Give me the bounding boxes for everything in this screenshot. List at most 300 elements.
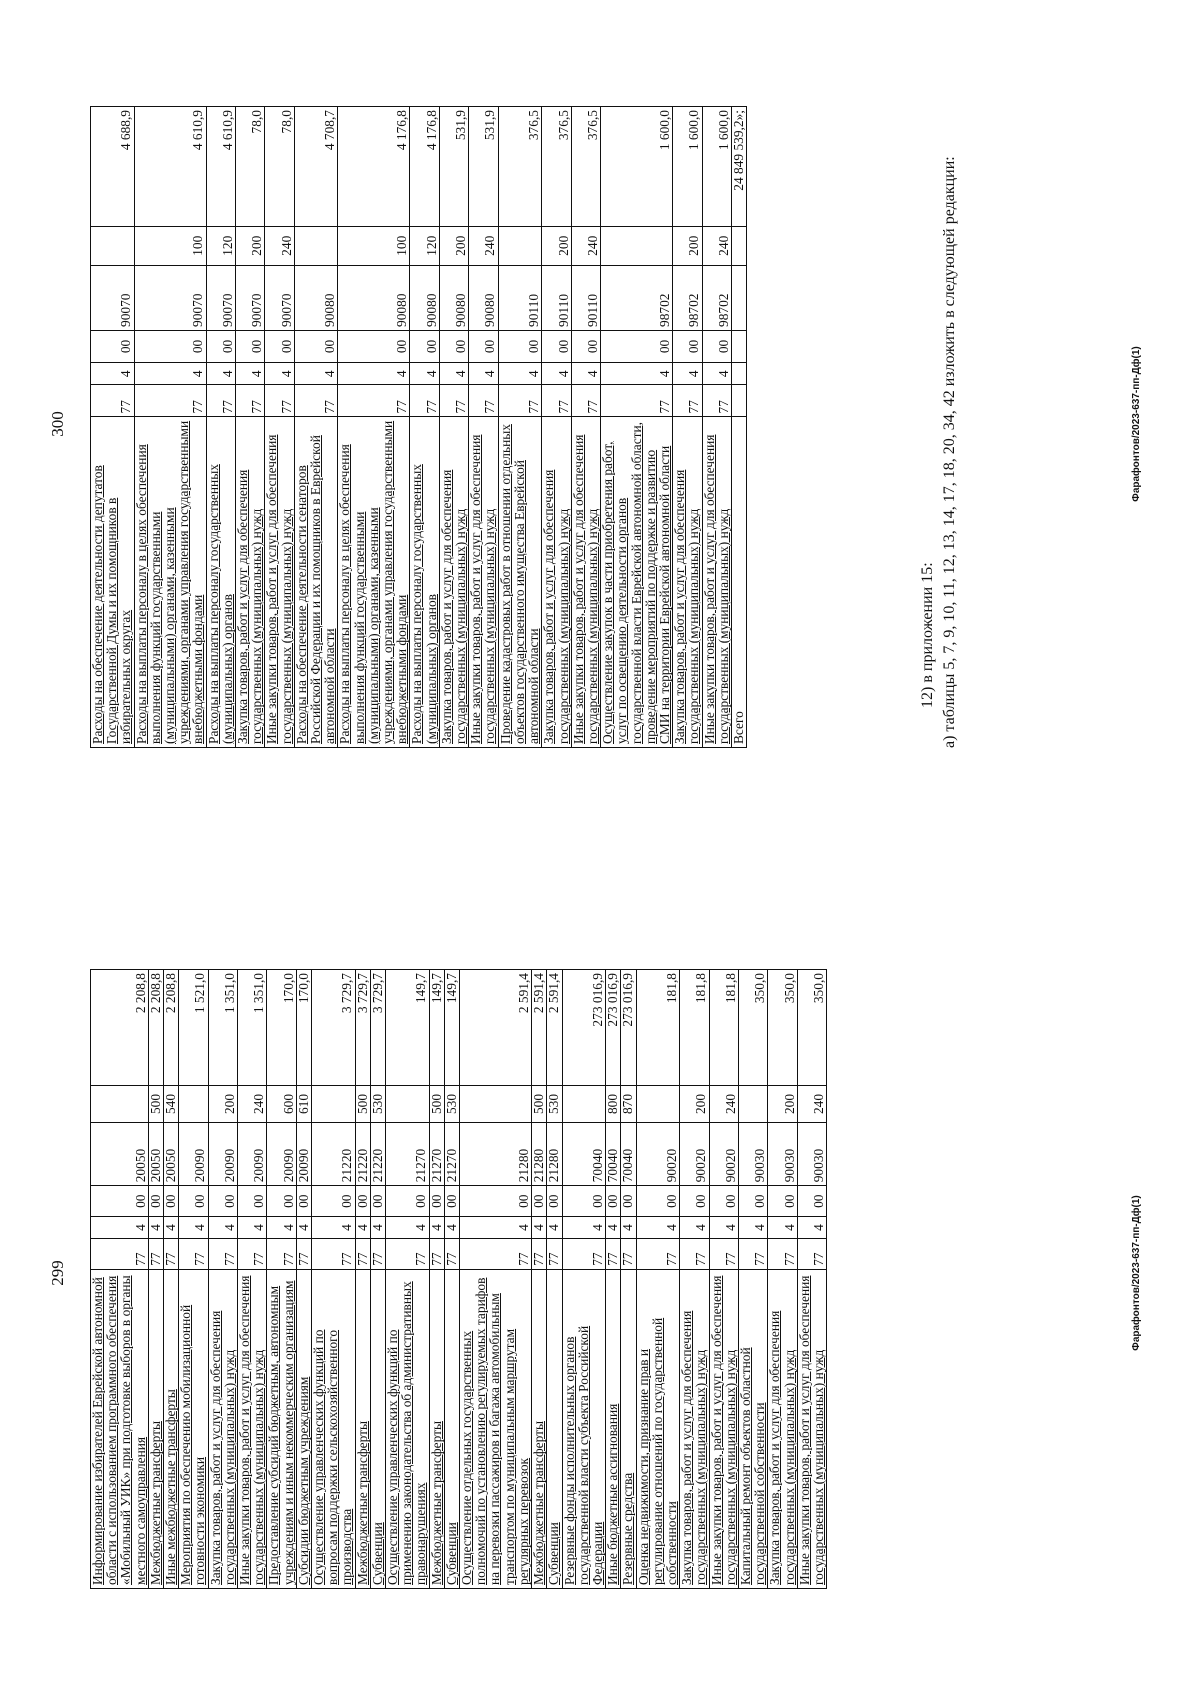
code-group: 00 bbox=[498, 330, 542, 362]
expense-type-code: 120 bbox=[410, 226, 439, 265]
amount-value: 3 729,7 bbox=[312, 970, 356, 1086]
expense-type-code: 500 bbox=[429, 1085, 444, 1123]
code-group: 00 bbox=[134, 330, 206, 362]
code-direction: 98702 bbox=[702, 265, 731, 330]
table-row bbox=[768, 970, 797, 1589]
table-row bbox=[179, 970, 208, 1589]
table-row bbox=[208, 970, 237, 1589]
row-name: Иные закупки товаров, работ и услуг для обеспечения государственных (муниципальных) нужд bbox=[702, 417, 731, 748]
expense-type-code bbox=[179, 1085, 208, 1123]
row-name: Расходы на выплаты персоналу государственных (муниципальных) органов bbox=[206, 417, 235, 748]
code-direction: 90030 bbox=[768, 1123, 797, 1186]
table-row bbox=[636, 970, 680, 1589]
code-program: 77 bbox=[294, 385, 338, 417]
table-row bbox=[296, 970, 311, 1589]
code-program: 77 bbox=[164, 1238, 179, 1269]
table-row bbox=[709, 970, 738, 1589]
code-cell bbox=[731, 265, 746, 330]
code-direction: 20090 bbox=[208, 1123, 237, 1186]
expense-type-code: 530 bbox=[547, 1085, 562, 1123]
code-subprogram: 4 bbox=[601, 362, 673, 385]
code-group: 00 bbox=[164, 1186, 179, 1217]
amount-value: 4 610,9 bbox=[134, 107, 206, 227]
code-group: 00 bbox=[410, 330, 439, 362]
amount-value: 3 729,7 bbox=[370, 970, 385, 1086]
code-group: 00 bbox=[294, 330, 338, 362]
code-direction: 90020 bbox=[636, 1123, 680, 1186]
left-page bbox=[0, 849, 1200, 1697]
expense-type-code: 100 bbox=[134, 226, 206, 265]
amount-value: 531,9 bbox=[469, 107, 498, 227]
table-row bbox=[265, 107, 294, 748]
page-number-right: 300 bbox=[48, 411, 67, 437]
footer-code-left: Фарафонтов/2023-637-пп-Дф(1) bbox=[1131, 1195, 1142, 1351]
row-name: Иные закупки товаров, работ и услуг для обеспечения государственных (муниципальных) нужд bbox=[709, 1269, 738, 1588]
amount-value: 350,0 bbox=[768, 970, 797, 1086]
code-subprogram: 4 bbox=[265, 362, 294, 385]
code-direction: 90070 bbox=[206, 265, 235, 330]
code-subprogram: 4 bbox=[267, 1217, 296, 1239]
table-row bbox=[294, 107, 338, 748]
expense-type-code: 500 bbox=[532, 1085, 547, 1123]
table-row bbox=[562, 970, 606, 1589]
code-program: 77 bbox=[606, 1238, 621, 1269]
code-group: 00 bbox=[636, 1186, 680, 1217]
code-program: 77 bbox=[91, 385, 135, 417]
amount-value: 170,0 bbox=[267, 970, 296, 1086]
code-subprogram: 4 bbox=[236, 362, 265, 385]
row-name: Резервные средства bbox=[621, 1269, 636, 1588]
expense-type-code bbox=[91, 226, 135, 265]
code-direction: 21270 bbox=[386, 1123, 430, 1186]
code-group: 00 bbox=[238, 1186, 267, 1217]
amount-value: 181,8 bbox=[709, 970, 738, 1086]
row-name: Расходы на обеспечение деятельности депутатов Государственной Думы и их помощников в избирательных округах bbox=[91, 417, 135, 748]
code-direction: 21220 bbox=[370, 1123, 385, 1186]
budget-table-left bbox=[90, 969, 827, 1589]
amount-value: 78,0 bbox=[265, 107, 294, 227]
amount-value: 170,0 bbox=[296, 970, 311, 1086]
code-direction: 20050 bbox=[148, 1123, 163, 1186]
row-name: Расходы на выплаты персоналу государственных (муниципальных) органов bbox=[410, 417, 439, 748]
row-name: Межбюджетные трансферты bbox=[355, 1269, 370, 1588]
row-name: Закупка товаров, работ и услуг для обеспечения государственных (муниципальных) нужд bbox=[236, 417, 265, 748]
code-group: 00 bbox=[606, 1186, 621, 1217]
code-direction: 21220 bbox=[312, 1123, 356, 1186]
code-direction: 90020 bbox=[709, 1123, 738, 1186]
code-group: 00 bbox=[738, 1186, 767, 1217]
table-row bbox=[738, 970, 767, 1589]
amount-value: 1 521,0 bbox=[179, 970, 208, 1086]
row-name: Информирование избирателей Еврейской автономной области с использованием программного обеспечения «Мобильный УИК» при подготовке выборов в органы местного самоуправления bbox=[91, 1269, 149, 1588]
amount-value: 4 610,9 bbox=[206, 107, 235, 227]
table-row bbox=[547, 970, 562, 1589]
code-subprogram: 4 bbox=[338, 362, 410, 385]
code-program: 77 bbox=[370, 1238, 385, 1269]
code-group: 00 bbox=[386, 1186, 430, 1217]
amount-value: 2 591,4 bbox=[547, 970, 562, 1086]
row-name: Субвенции bbox=[370, 1269, 385, 1588]
code-subprogram: 4 bbox=[238, 1217, 267, 1239]
table-row bbox=[797, 970, 826, 1589]
table-row bbox=[542, 107, 571, 748]
amount-value: 4 688,9 bbox=[91, 107, 135, 227]
code-program: 77 bbox=[498, 385, 542, 417]
code-program: 77 bbox=[571, 385, 600, 417]
code-group: 00 bbox=[208, 1186, 237, 1217]
code-direction: 90080 bbox=[439, 265, 468, 330]
code-program: 77 bbox=[562, 1238, 606, 1269]
code-direction: 98702 bbox=[601, 265, 673, 330]
row-name: Предоставление субсидий бюджетным, автономным учреждениям и иным некоммерческим организациям bbox=[267, 1269, 296, 1588]
code-subprogram: 4 bbox=[498, 362, 542, 385]
code-program: 77 bbox=[386, 1238, 430, 1269]
code-direction: 90070 bbox=[265, 265, 294, 330]
code-group: 00 bbox=[547, 1186, 562, 1217]
row-name: Закупка товаров, работ и услуг для обеспечения государственных (муниципальных) нужд bbox=[680, 1269, 709, 1588]
code-group: 00 bbox=[206, 330, 235, 362]
table-row bbox=[680, 970, 709, 1589]
code-direction: 90070 bbox=[134, 265, 206, 330]
code-direction: 90080 bbox=[469, 265, 498, 330]
expense-type-code bbox=[294, 226, 338, 265]
expense-type-code: 240 bbox=[709, 1085, 738, 1123]
amount-value: 2 208,8 bbox=[148, 970, 163, 1086]
expense-type-code bbox=[562, 1085, 606, 1123]
table-row bbox=[206, 107, 235, 748]
code-subprogram: 4 bbox=[148, 1217, 163, 1239]
code-subprogram: 4 bbox=[179, 1217, 208, 1239]
expense-type-code bbox=[386, 1085, 430, 1123]
code-group: 00 bbox=[601, 330, 673, 362]
code-direction: 90110 bbox=[542, 265, 571, 330]
code-subprogram: 4 bbox=[680, 1217, 709, 1239]
code-program: 77 bbox=[296, 1238, 311, 1269]
row-name: Осуществление управленческих функций по вопросам поддержки сельскохозяйственного производства bbox=[312, 1269, 356, 1588]
amount-value: 376,5 bbox=[542, 107, 571, 227]
table-row bbox=[312, 970, 356, 1589]
code-program: 77 bbox=[355, 1238, 370, 1269]
expense-type-code bbox=[498, 226, 542, 265]
code-subprogram: 4 bbox=[621, 1217, 636, 1239]
row-name: Осуществление закупок в части приобретения работ, услуг по освещению деятельности органов государственной власти Еврейской автономной области, проведение мероприятий по поддержке и развитию СМИ на территории Еврейской автономной области bbox=[601, 417, 673, 748]
code-subprogram: 4 bbox=[439, 362, 468, 385]
expense-type-code: 200 bbox=[542, 226, 571, 265]
amount-value: 350,0 bbox=[797, 970, 826, 1086]
code-direction: 90030 bbox=[797, 1123, 826, 1186]
code-group: 00 bbox=[571, 330, 600, 362]
row-name: Резервные фонды исполнительных органов государственной власти субъекта Российской Федерации bbox=[562, 1269, 606, 1588]
code-group: 00 bbox=[768, 1186, 797, 1217]
code-direction: 21220 bbox=[355, 1123, 370, 1186]
code-group: 00 bbox=[797, 1186, 826, 1217]
table-row bbox=[164, 970, 179, 1589]
code-group: 00 bbox=[542, 330, 571, 362]
table-row bbox=[469, 107, 498, 748]
code-direction: 20050 bbox=[164, 1123, 179, 1186]
table-row bbox=[91, 970, 149, 1589]
code-program: 77 bbox=[134, 385, 206, 417]
code-subprogram: 4 bbox=[208, 1217, 237, 1239]
code-subprogram: 4 bbox=[460, 1217, 532, 1239]
code-subprogram: 4 bbox=[636, 1217, 680, 1239]
footer-code-right: Фарафонтов/2023-637-пп-Дф(1) bbox=[1131, 346, 1142, 502]
code-direction: 20090 bbox=[296, 1123, 311, 1186]
table-row bbox=[621, 970, 636, 1589]
code-direction: 90080 bbox=[294, 265, 338, 330]
amount-value: 273 016,9 bbox=[621, 970, 636, 1086]
row-name: Иные межбюджетные трансферты bbox=[164, 1269, 179, 1588]
code-cell bbox=[731, 385, 746, 417]
expense-type-code: 100 bbox=[338, 226, 410, 265]
amount-value: 3 729,7 bbox=[355, 970, 370, 1086]
total-label: Всего bbox=[731, 417, 746, 748]
code-direction: 21270 bbox=[429, 1123, 444, 1186]
code-group: 00 bbox=[236, 330, 265, 362]
expense-type-code: 240 bbox=[265, 226, 294, 265]
amount-value: 1 351,0 bbox=[208, 970, 237, 1086]
code-program: 77 bbox=[429, 1238, 444, 1269]
code-program: 77 bbox=[267, 1238, 296, 1269]
table-row bbox=[236, 107, 265, 748]
code-group: 00 bbox=[429, 1186, 444, 1217]
code-subprogram: 4 bbox=[134, 362, 206, 385]
row-name: Проведение кадастровых работ в отношении отдельных объектов государственного имущества Еврейской автономной области bbox=[498, 417, 542, 748]
table-row bbox=[571, 107, 600, 748]
code-program: 77 bbox=[768, 1238, 797, 1269]
expense-type-code bbox=[601, 226, 673, 265]
code-group: 00 bbox=[702, 330, 731, 362]
expense-type-code bbox=[91, 1085, 149, 1123]
expense-type-code: 800 bbox=[606, 1085, 621, 1123]
row-name: Расходы на выплаты персоналу в целях обеспечения выполнения функций государственными (муниципальными) органами, казенными учреждениями, органами управления государственными внебюджетными фондами bbox=[338, 417, 410, 748]
amount-value: 2 591,4 bbox=[460, 970, 532, 1086]
code-subprogram: 4 bbox=[768, 1217, 797, 1239]
code-program: 77 bbox=[709, 1238, 738, 1269]
table-row bbox=[91, 107, 135, 748]
code-program: 77 bbox=[673, 385, 702, 417]
row-name: Иные закупки товаров, работ и услуг для обеспечения государственных (муниципальных) нужд bbox=[238, 1269, 267, 1588]
code-group: 00 bbox=[179, 1186, 208, 1217]
code-subprogram: 4 bbox=[797, 1217, 826, 1239]
expense-type-code: 530 bbox=[444, 1085, 459, 1123]
code-direction: 90110 bbox=[571, 265, 600, 330]
row-name: Закупка товаров, работ и услуг для обеспечения государственных (муниципальных) нужд bbox=[673, 417, 702, 748]
amount-value: 376,5 bbox=[571, 107, 600, 227]
amount-value: 4 708,7 bbox=[294, 107, 338, 227]
code-subprogram: 4 bbox=[429, 1217, 444, 1239]
expense-type-code: 540 bbox=[164, 1085, 179, 1123]
code-subprogram: 4 bbox=[606, 1217, 621, 1239]
code-cell bbox=[731, 330, 746, 362]
row-name: Закупка товаров, работ и услуг для обеспечения государственных (муниципальных) нужд bbox=[542, 417, 571, 748]
code-cell bbox=[731, 226, 746, 265]
code-group: 00 bbox=[621, 1186, 636, 1217]
row-name: Иные закупки товаров, работ и услуг для обеспечения государственных (муниципальных) нужд bbox=[469, 417, 498, 748]
table-row bbox=[601, 107, 673, 748]
code-program: 77 bbox=[460, 1238, 532, 1269]
code-subprogram: 4 bbox=[355, 1217, 370, 1239]
code-program: 77 bbox=[236, 385, 265, 417]
code-program: 77 bbox=[206, 385, 235, 417]
amount-value: 181,8 bbox=[680, 970, 709, 1086]
code-group: 00 bbox=[562, 1186, 606, 1217]
code-direction: 20050 bbox=[91, 1123, 149, 1186]
code-direction: 90080 bbox=[338, 265, 410, 330]
code-group: 00 bbox=[296, 1186, 311, 1217]
code-program: 77 bbox=[338, 385, 410, 417]
code-program: 77 bbox=[439, 385, 468, 417]
code-program: 77 bbox=[532, 1238, 547, 1269]
code-group: 00 bbox=[338, 330, 410, 362]
code-subprogram: 4 bbox=[206, 362, 235, 385]
page-number-left: 299 bbox=[48, 1260, 67, 1286]
code-subprogram: 4 bbox=[386, 1217, 430, 1239]
table-row bbox=[370, 970, 385, 1589]
code-group: 00 bbox=[91, 1186, 149, 1217]
code-program: 77 bbox=[621, 1238, 636, 1269]
expense-type-code: 200 bbox=[673, 226, 702, 265]
code-direction: 70040 bbox=[562, 1123, 606, 1186]
expense-type-code: 240 bbox=[238, 1085, 267, 1123]
code-group: 00 bbox=[439, 330, 468, 362]
code-program: 77 bbox=[547, 1238, 562, 1269]
code-group: 00 bbox=[312, 1186, 356, 1217]
code-group: 00 bbox=[444, 1186, 459, 1217]
code-direction: 90110 bbox=[498, 265, 542, 330]
row-name: Иные бюджетные ассигнования bbox=[606, 1269, 621, 1588]
code-subprogram: 4 bbox=[542, 362, 571, 385]
code-subprogram: 4 bbox=[532, 1217, 547, 1239]
row-name: Расходы на обеспечение деятельности сенаторов Российской Федерации и их помощников в Еврейской автономной области bbox=[294, 417, 338, 748]
code-direction: 70040 bbox=[606, 1123, 621, 1186]
row-name: Межбюджетные трансферты bbox=[429, 1269, 444, 1588]
row-name: Субвенции bbox=[444, 1269, 459, 1588]
code-group: 00 bbox=[265, 330, 294, 362]
amount-value: 350,0 bbox=[738, 970, 767, 1086]
amount-value: 1 600,0 bbox=[702, 107, 731, 227]
code-subprogram: 4 bbox=[370, 1217, 385, 1239]
total-row bbox=[731, 107, 746, 748]
table-row bbox=[134, 107, 206, 748]
code-group: 00 bbox=[355, 1186, 370, 1217]
code-direction: 20090 bbox=[179, 1123, 208, 1186]
expense-type-code: 610 bbox=[296, 1085, 311, 1123]
amount-value: 1 351,0 bbox=[238, 970, 267, 1086]
code-program: 77 bbox=[738, 1238, 767, 1269]
total-value: 24 849 539,2»; bbox=[731, 107, 746, 227]
code-group: 00 bbox=[673, 330, 702, 362]
expense-type-code bbox=[312, 1085, 356, 1123]
table-row bbox=[238, 970, 267, 1589]
amount-value: 273 016,9 bbox=[562, 970, 606, 1086]
expense-type-code: 200 bbox=[208, 1085, 237, 1123]
row-name: Расходы на выплаты персоналу в целях обеспечения выполнения функций государственными (муниципальными) органами, казенными учреждениями, органами управления государственными внебюджетными фондами bbox=[134, 417, 206, 748]
row-name: Осуществление отдельных государственных полномочий по установлению регулируемых тарифов на перевозки пассажиров и багажа автомобильным транспортом по муниципальным маршрутам регулярных перевозок bbox=[460, 1269, 532, 1588]
row-name: Осуществление управленческих функций по применению законодательства об административных правонарушениях bbox=[386, 1269, 430, 1588]
code-program: 77 bbox=[265, 385, 294, 417]
amount-value: 4 176,8 bbox=[338, 107, 410, 227]
code-group: 00 bbox=[709, 1186, 738, 1217]
table-row bbox=[338, 107, 410, 748]
code-subprogram: 4 bbox=[164, 1217, 179, 1239]
amount-value: 78,0 bbox=[236, 107, 265, 227]
expense-type-code: 240 bbox=[702, 226, 731, 265]
code-subprogram: 4 bbox=[709, 1217, 738, 1239]
expense-type-code: 600 bbox=[267, 1085, 296, 1123]
amount-value: 1 600,0 bbox=[601, 107, 673, 227]
expense-type-code: 500 bbox=[355, 1085, 370, 1123]
row-name: Мероприятия по обеспечению мобилизационной готовности экономики bbox=[179, 1269, 208, 1588]
decree-paragraph-1: 12) в приложении 15: bbox=[919, 562, 936, 708]
table-row bbox=[429, 970, 444, 1589]
code-group: 00 bbox=[370, 1186, 385, 1217]
code-program: 77 bbox=[312, 1238, 356, 1269]
code-program: 77 bbox=[702, 385, 731, 417]
expense-type-code: 240 bbox=[797, 1085, 826, 1123]
code-subprogram: 4 bbox=[673, 362, 702, 385]
code-program: 77 bbox=[542, 385, 571, 417]
row-name: Иные закупки товаров, работ и услуг для обеспечения государственных (муниципальных) нужд bbox=[265, 417, 294, 748]
code-program: 77 bbox=[410, 385, 439, 417]
table-row bbox=[148, 970, 163, 1589]
table-row bbox=[498, 107, 542, 748]
amount-value: 376,5 bbox=[498, 107, 542, 227]
code-program: 77 bbox=[469, 385, 498, 417]
code-direction: 90030 bbox=[738, 1123, 767, 1186]
amount-value: 1 600,0 bbox=[673, 107, 702, 227]
table-row bbox=[355, 970, 370, 1589]
expense-type-code bbox=[738, 1085, 767, 1123]
table-row bbox=[532, 970, 547, 1589]
row-name: Закупка товаров, работ и услуг для обеспечения государственных (муниципальных) нужд bbox=[208, 1269, 237, 1588]
code-direction: 20090 bbox=[238, 1123, 267, 1186]
expense-type-code: 240 bbox=[469, 226, 498, 265]
table-row bbox=[439, 107, 468, 748]
code-subprogram: 4 bbox=[571, 362, 600, 385]
code-program: 77 bbox=[91, 1238, 149, 1269]
amount-value: 149,7 bbox=[444, 970, 459, 1086]
code-direction: 98702 bbox=[673, 265, 702, 330]
row-name: Закупка товаров, работ и услуг для обеспечения государственных (муниципальных) нужд bbox=[768, 1269, 797, 1588]
expense-type-code: 200 bbox=[236, 226, 265, 265]
amount-value: 531,9 bbox=[439, 107, 468, 227]
code-group: 00 bbox=[267, 1186, 296, 1217]
code-subprogram: 4 bbox=[738, 1217, 767, 1239]
code-program: 77 bbox=[797, 1238, 826, 1269]
expense-type-code bbox=[636, 1085, 680, 1123]
table-row bbox=[444, 970, 459, 1589]
amount-value: 273 016,9 bbox=[606, 970, 621, 1086]
code-group: 00 bbox=[91, 330, 135, 362]
expense-type-code: 240 bbox=[571, 226, 600, 265]
code-direction: 21270 bbox=[444, 1123, 459, 1186]
expense-type-code: 200 bbox=[680, 1085, 709, 1123]
row-name: Субвенции bbox=[547, 1269, 562, 1588]
code-group: 00 bbox=[460, 1186, 532, 1217]
code-program: 77 bbox=[148, 1238, 163, 1269]
table-row bbox=[410, 107, 439, 748]
code-program: 77 bbox=[444, 1238, 459, 1269]
code-group: 00 bbox=[148, 1186, 163, 1217]
row-name: Межбюджетные трансферты bbox=[148, 1269, 163, 1588]
code-program: 77 bbox=[238, 1238, 267, 1269]
code-subprogram: 4 bbox=[562, 1217, 606, 1239]
code-direction: 90020 bbox=[680, 1123, 709, 1186]
amount-value: 149,7 bbox=[386, 970, 430, 1086]
expense-type-code: 500 bbox=[148, 1085, 163, 1123]
table-row bbox=[460, 970, 532, 1589]
